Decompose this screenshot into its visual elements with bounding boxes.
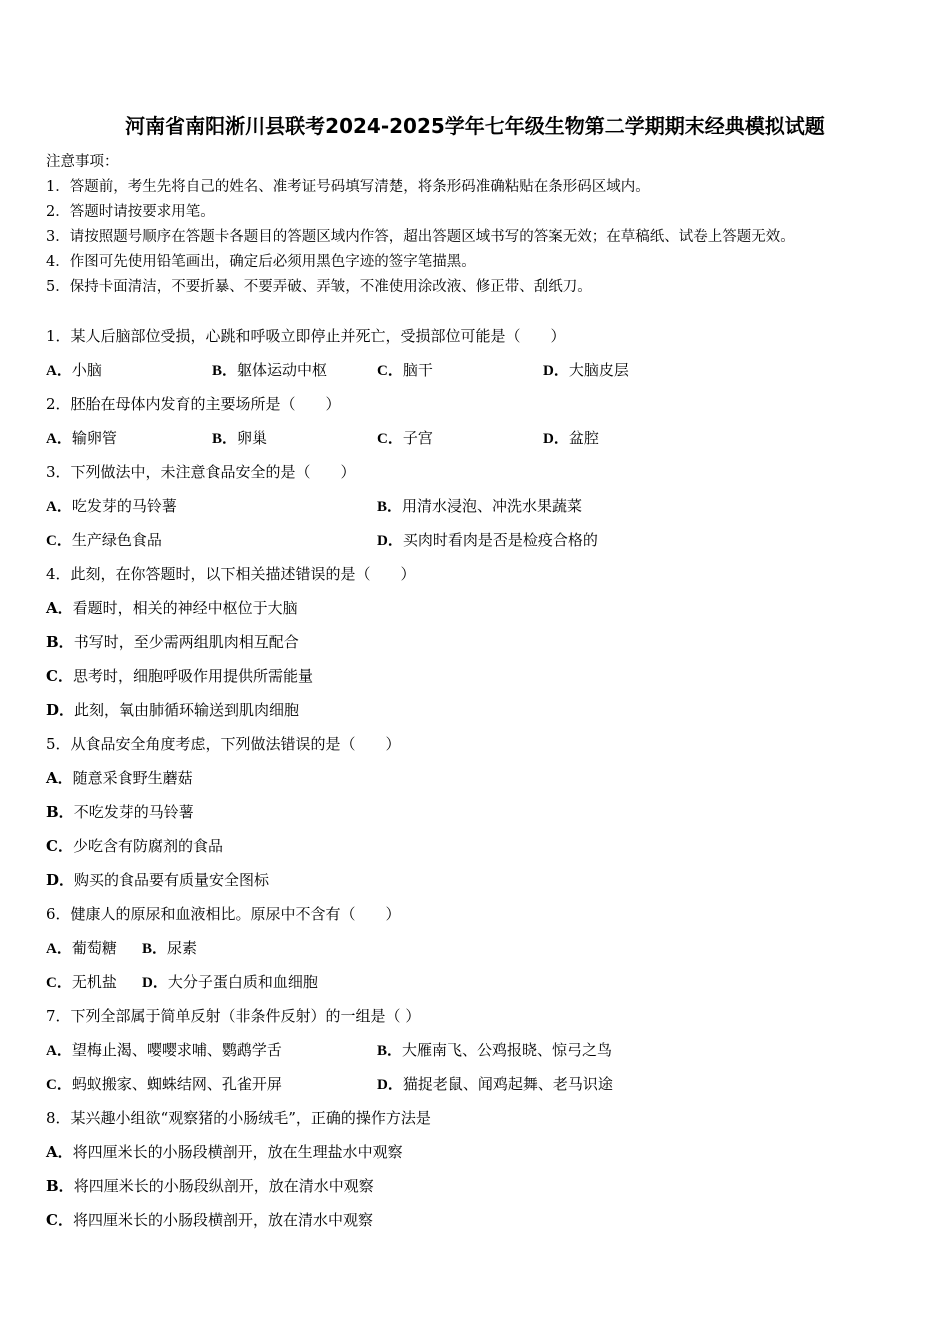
option-d: D．大分子蛋白质和血细胞 [142,973,318,991]
option-c: C．子宫 [377,429,433,447]
option-row [46,492,916,526]
option-c: C．脑干 [377,361,433,379]
option-row [46,356,916,390]
option-row [46,934,916,968]
option-b: B．躯体运动中枢 [212,361,328,379]
question-stem: 2．胚胎在母体内发育的主要场所是（ ） [46,395,341,413]
notes-heading: 注意事项： [46,154,119,170]
question-stem: 6．健康人的原尿和血液相比。原尿中不含有（ ） [46,905,401,923]
notes-section [46,150,916,300]
option-d: D．此刻，氧由肺循环输送到肌肉细胞 [46,701,300,719]
note-item: 1．答题前，考生先将自己的姓名、准考证号码填写清楚，将条形码准确粘贴在条形码区域内。 [46,179,650,195]
question-stem: 8．某兴趣小组欲“观察猪的小肠绒毛”，正确的操作方法是 [46,1109,431,1127]
option-c: C．少吃含有防腐剂的食品 [46,837,223,855]
option-a: A．吃发芽的马铃薯 [46,497,177,515]
option-row [46,1036,916,1070]
option-b: B．大雁南飞、公鸡报晓、惊弓之鸟 [377,1041,613,1059]
option-c: C．将四厘米长的小肠段横剖开，放在清水中观察 [46,1211,373,1229]
option-d: D．买肉时看肉是否是检疫合格的 [377,531,598,549]
option-d: D．盆腔 [543,429,599,447]
note-item: 2．答题时请按要求用笔。 [46,204,215,220]
option-a: A．葡萄糖 [46,939,117,957]
question-stem: 7．下列全部属于简单反射（非条件反射）的一组是（ ） [46,1007,421,1025]
note-item: 3．请按照题号顺序在答题卡各题目的答题区域内作答，超出答题区域书写的答案无效；在草稿纸、试卷上答题无效。 [46,229,795,245]
option-a: A．输卵管 [46,429,117,447]
option-c: C．无机盐 [46,973,117,991]
option-a: A．随意采食野生蘑菇 [46,769,193,787]
option-b: B．不吃发芽的马铃薯 [46,803,194,821]
option-b: B．用清水浸泡、冲洗水果蔬菜 [377,497,583,515]
option-c: C．生产绿色食品 [46,531,162,549]
option-row [46,526,916,560]
option-d: D．猫捉老鼠、闻鸡起舞、老马识途 [377,1075,613,1093]
option-a: A．望梅止渴、嘤嘤求哺、鹦鹉学舌 [46,1041,282,1059]
option-d: D．大脑皮层 [543,361,629,379]
option-b: B．卵巢 [212,429,268,447]
option-c: C．蚂蚁搬家、蜘蛛结网、孔雀开屏 [46,1075,282,1093]
question-stem: 5．从食品安全角度考虑，下列做法错误的是（ ） [46,735,401,753]
question-stem: 3．下列做法中，未注意食品安全的是（ ） [46,463,356,481]
option-a: A．小脑 [46,361,102,379]
option-row [46,424,916,458]
option-b: B．尿素 [142,939,198,957]
option-b: B．将四厘米长的小肠段纵剖开，放在清水中观察 [46,1177,374,1195]
page-title: 河南省南阳淅川县联考2024-2025学年七年级生物第二学期期末经典模拟试题 [125,114,825,138]
option-row [46,968,916,1002]
questions-section [46,322,916,1240]
note-item: 5．保持卡面清洁，不要折暴、不要弄破、弄皱，不准使用涂改液、修正带、刮纸刀。 [46,279,592,295]
option-b: B．书写时，至少需两组肌肉相互配合 [46,633,299,651]
option-a: A．将四厘米长的小肠段横剖开，放在生理盐水中观察 [46,1143,403,1161]
option-row [46,1070,916,1104]
option-d: D．购买的食品要有质量安全图标 [46,871,270,889]
question-stem: 1．某人后脑部位受损，心跳和呼吸立即停止并死亡，受损部位可能是（ ） [46,327,566,345]
option-c: C．思考时，细胞呼吸作用提供所需能量 [46,667,313,685]
option-a: A．看题时，相关的神经中枢位于大脑 [46,599,298,617]
note-item: 4．作图可先使用铅笔画出，确定后必须用黑色字迹的签字笔描黑。 [46,254,476,270]
question-stem: 4．此刻，在你答题时，以下相关描述错误的是（ ） [46,565,416,583]
